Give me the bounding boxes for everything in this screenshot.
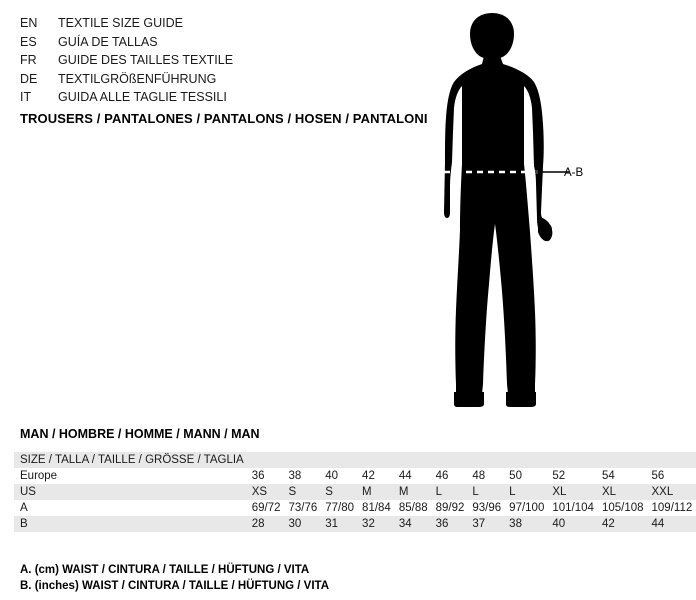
- language-code-en: EN: [20, 16, 38, 30]
- language-row-de: [20, 72, 400, 91]
- language-row-en: [20, 16, 400, 35]
- cell: 34: [398, 518, 412, 530]
- table-heading-man: MAN / HOMBRE / HOMME / MANN / MAN: [20, 427, 260, 441]
- cell: [358, 452, 395, 468]
- table-row: [14, 468, 696, 484]
- cell: 37: [472, 518, 486, 530]
- cell: XL: [601, 486, 617, 498]
- cell: 97/100: [509, 502, 545, 514]
- language-code-fr: FR: [20, 53, 37, 67]
- cell: 105/108: [601, 502, 644, 514]
- language-titles: [20, 16, 400, 109]
- cell: [395, 452, 432, 468]
- language-title-it: GUIDA ALLE TAGLIE TESSILI: [58, 90, 227, 104]
- cell: [505, 452, 548, 468]
- language-row-it: [20, 90, 400, 109]
- cell: 81/84: [362, 502, 391, 514]
- cell: XS: [251, 486, 268, 498]
- cell: 85/88: [398, 502, 428, 514]
- cell: [648, 452, 696, 468]
- cell: 46: [435, 470, 449, 482]
- cell: 36: [435, 518, 449, 530]
- cell: [321, 452, 358, 468]
- figure-trousers-measurement: [404, 12, 600, 412]
- cell: S: [325, 486, 333, 498]
- cell: 30: [288, 518, 302, 530]
- cell: M: [398, 486, 409, 498]
- table-row: [14, 484, 696, 500]
- cell: L: [472, 486, 479, 498]
- cell: 69/72: [251, 502, 281, 514]
- row-label: SIZE / TALLA / TAILLE / GRÖSSE / TAGLIA: [20, 454, 244, 466]
- cell: 54: [601, 470, 615, 482]
- cell: 109/112: [651, 502, 693, 514]
- footnote-a: A. (cm) WAIST / CINTURA / TAILLE / HÜFTUNG / VITA: [20, 564, 310, 576]
- cell: 32: [362, 518, 375, 530]
- cell: 42: [601, 518, 615, 530]
- cell: 38: [509, 518, 522, 530]
- table-row: [14, 500, 696, 516]
- language-code-es: ES: [20, 34, 37, 49]
- row-label: A: [20, 502, 28, 514]
- cell: L: [435, 486, 443, 498]
- language-title-en: TEXTILE SIZE GUIDE: [58, 16, 184, 30]
- cell: 44: [651, 518, 665, 530]
- cell: 73/76: [288, 502, 318, 514]
- male-silhouette-icon: [404, 12, 600, 412]
- footnote-b: B. (inches) WAIST / CINTURA / TAILLE / HÜFTUNG / VITA: [20, 579, 330, 592]
- table-row: [14, 516, 696, 532]
- row-label: US: [20, 486, 36, 498]
- cell: 40: [325, 470, 339, 482]
- cell: 48: [472, 470, 486, 482]
- row-label: B: [20, 518, 28, 530]
- cell: 36: [251, 470, 265, 482]
- cell: [284, 452, 321, 468]
- cell: 42: [362, 470, 375, 482]
- language-code-de: DE: [20, 71, 38, 86]
- cell: 101/104: [552, 502, 594, 514]
- language-title-fr: GUIDE DES TAILLES TEXTILE: [58, 53, 234, 67]
- cell: [468, 452, 505, 468]
- language-row-fr: [20, 53, 400, 72]
- row-label: Europe: [20, 470, 58, 482]
- cell: 50: [509, 470, 522, 482]
- cell: [598, 452, 648, 468]
- language-title-es: GUÍA DE TALLAS: [58, 34, 158, 49]
- footnotes: [20, 563, 329, 594]
- section-title: TROUSERS / PANTALONES / PANTALONS / HOSEN / PANTALONI: [20, 111, 428, 126]
- cell: L: [509, 486, 516, 498]
- language-code-it: IT: [20, 90, 32, 104]
- cell: XXL: [651, 486, 674, 498]
- cell: 40: [552, 518, 566, 530]
- cell: 44: [398, 470, 412, 482]
- cell: [248, 452, 285, 468]
- language-title-de: TEXTILGRÖßENFÜHRUNG: [58, 71, 217, 86]
- cell: XL: [552, 486, 567, 498]
- cell: 56: [651, 470, 665, 482]
- size-table: [14, 452, 696, 532]
- cell: 31: [325, 518, 339, 530]
- cell: 93/96: [472, 502, 502, 514]
- cell: S: [288, 486, 297, 498]
- table-row: [14, 452, 696, 468]
- cell: [432, 452, 469, 468]
- cell: 28: [251, 518, 265, 530]
- cell: M: [362, 486, 372, 498]
- cell: 89/92: [435, 502, 465, 514]
- cell: 52: [552, 470, 566, 482]
- measurement-label-ab: A-B: [564, 167, 584, 179]
- cell: [548, 452, 598, 468]
- cell: 77/80: [325, 502, 355, 514]
- language-row-es: [20, 35, 400, 54]
- cell: 38: [288, 470, 302, 482]
